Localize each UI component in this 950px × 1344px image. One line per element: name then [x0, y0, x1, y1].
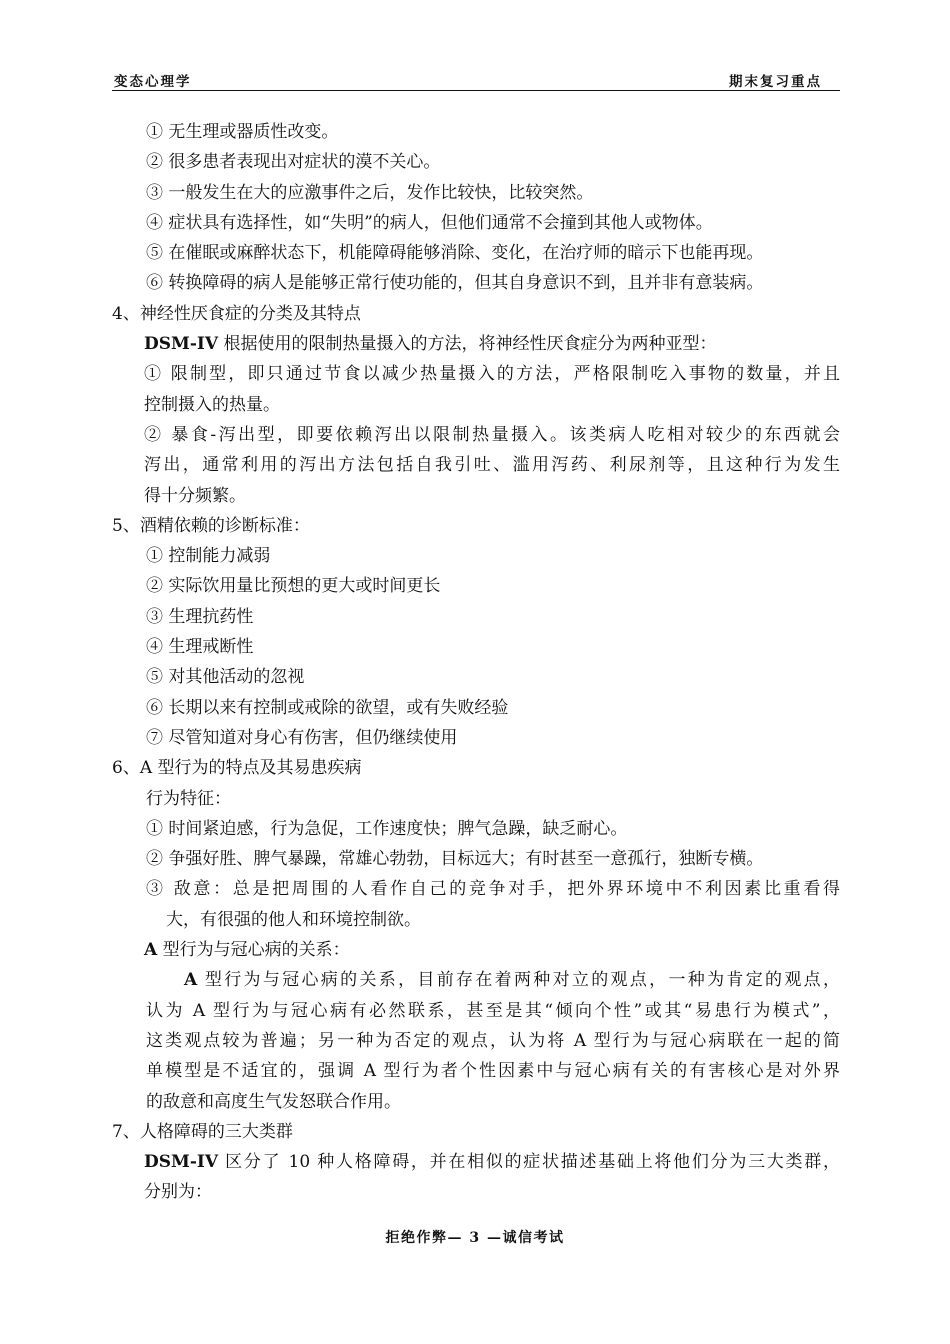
- text-line: [112, 329, 840, 359]
- line-text: ① 无生理或器质性改变。: [146, 122, 339, 142]
- line-text: 大，有很强的他人和环境控制欲。: [166, 909, 421, 930]
- line-text: 6、A 型行为的特点及其易患疾病: [112, 758, 362, 779]
- line-text: ⑥ 长期以来有控制或戒除的欲望，或有失败经验: [146, 697, 509, 718]
- line-text: 控制摄入的热量。: [144, 394, 280, 415]
- line-text: ③ 一般发生在大的应激事件之后，发作比较快，比较突然。: [146, 182, 594, 203]
- text-line: [112, 1026, 840, 1056]
- line-text: 根据使用的限制热量摄入的方法，将神经性厌食症分为两种亚型：: [218, 334, 717, 355]
- bold-term: A: [144, 940, 158, 961]
- line-text: 分别为：: [144, 1182, 212, 1203]
- text-line: [112, 208, 840, 238]
- line-text: ③ 敌意：总是把周围的人看作自己的竞争对手，把外界环境中不利因素比重看得: [146, 879, 840, 900]
- line-text: ② 争强好胜、脾气暴躁，常雄心勃勃，目标远大；有时甚至一意孤行，独断专横。: [146, 849, 764, 870]
- text-line: [112, 1147, 840, 1177]
- text-line: [112, 117, 840, 147]
- line-text: 这类观点较为普遍；另一种为否定的观点，认为将 A 型行为与冠心病联在一起的简: [146, 1030, 840, 1051]
- header-course-title: 变态心理学: [114, 74, 192, 90]
- line-text: ② 暴食-泻出型，即要依赖泻出以限制热量摄入。该类病人吃相对较少的东西就会: [144, 424, 840, 445]
- text-line: [112, 1087, 840, 1117]
- line-text: ① 限制型，即只通过节食以减少热量摄入的方法，严格限制吃入事物的数量，并且: [144, 364, 840, 385]
- text-line: [112, 602, 840, 632]
- text-line: [112, 905, 840, 935]
- text-line: [112, 1056, 840, 1086]
- page-header: [112, 68, 840, 91]
- text-line: [112, 784, 840, 814]
- line-text: 7、人格障碍的三大类群: [112, 1121, 293, 1142]
- bold-term: A: [184, 970, 198, 991]
- text-line: [112, 420, 840, 450]
- line-text: 单模型是不适宜的，强调 A 型行为者个性因素中与冠心病有关的有害核心是对外界: [146, 1061, 840, 1082]
- line-text: 型行为与冠心病的关系：: [157, 940, 350, 961]
- line-text: 认为 A 型行为与冠心病有必然联系，甚至是其“倾向个性”或其“易患行为模式”，: [146, 1000, 840, 1021]
- text-line: [112, 632, 840, 662]
- text-line: [112, 996, 840, 1026]
- text-line: [112, 965, 840, 995]
- line-text: 区分了 10 种人格障碍，并在相似的症状描述基础上将他们分为三大类群，: [218, 1152, 840, 1173]
- text-line: [112, 238, 840, 268]
- text-line: [112, 147, 840, 177]
- text-line: [112, 178, 840, 208]
- section-heading: [112, 753, 840, 783]
- text-line: [112, 390, 840, 420]
- line-text: ⑥ 转换障碍的病人是能够正常行使功能的，但其自身意识不到，且并非有意装病。: [146, 273, 764, 294]
- text-line: [112, 874, 840, 904]
- line-text: 行为特征：: [146, 788, 231, 809]
- text-line: [112, 541, 840, 571]
- text-line: [112, 268, 840, 298]
- page-footer: 拒绝作弊— 3 —诚信考试: [385, 1230, 565, 1246]
- text-line: [112, 450, 840, 480]
- text-line: [112, 844, 840, 874]
- text-line: [112, 814, 840, 844]
- line-text: 4、神经性厌食症的分类及其特点: [112, 303, 361, 324]
- section-heading: [112, 299, 840, 329]
- document-body: [112, 117, 840, 1208]
- line-text: ③ 生理抗药性: [146, 606, 254, 627]
- line-text: ② 很多患者表现出对症状的漠不关心。: [146, 152, 441, 173]
- text-line: [112, 935, 840, 965]
- text-line: [112, 481, 840, 511]
- text-line: [112, 723, 840, 753]
- section-heading: [112, 1117, 840, 1147]
- section-heading: [112, 511, 840, 541]
- line-text: ② 实际饮用量比预想的更大或时间更长: [146, 576, 441, 597]
- line-text: ① 控制能力减弱: [146, 546, 271, 567]
- line-text: 的敌意和高度生气发怒联合作用。: [146, 1091, 401, 1112]
- text-line: [112, 693, 840, 723]
- line-text: 型行为与冠心病的关系，目前存在着两种对立的观点，一种为肯定的观点，: [197, 970, 840, 991]
- text-line: [112, 1177, 840, 1207]
- text-line: [112, 662, 840, 692]
- line-text: ⑤ 在催眠或麻醉状态下，机能障碍能够消除、变化，在治疗师的暗示下也能再现。: [146, 243, 764, 264]
- bold-term: DSM-IV: [144, 1152, 219, 1173]
- text-line: [112, 359, 840, 389]
- line-text: ⑦ 尽管知道对身心有伤害，但仍继续使用: [146, 727, 458, 748]
- line-text: ⑤ 对其他活动的忽视: [146, 667, 305, 688]
- header-section-title: 期末复习重点: [729, 74, 822, 90]
- line-text: ④ 生理戒断性: [146, 637, 254, 658]
- line-text: ① 时间紧迫感，行为急促，工作速度快；脾气急躁，缺乏耐心。: [146, 818, 628, 839]
- line-text: 得十分频繁。: [144, 485, 246, 506]
- line-text: 5、酒精依赖的诊断标准：: [112, 515, 310, 536]
- bold-term: DSM-IV: [144, 334, 219, 355]
- line-text: ④ 症状具有选择性，如“失明”的病人，但他们通常不会撞到其他人或物体。: [146, 212, 713, 233]
- line-text: 泻出，通常利用的泻出方法包括自我引吐、滥用泻药、利尿剂等，且这种行为发生: [144, 455, 840, 476]
- text-line: [112, 571, 840, 601]
